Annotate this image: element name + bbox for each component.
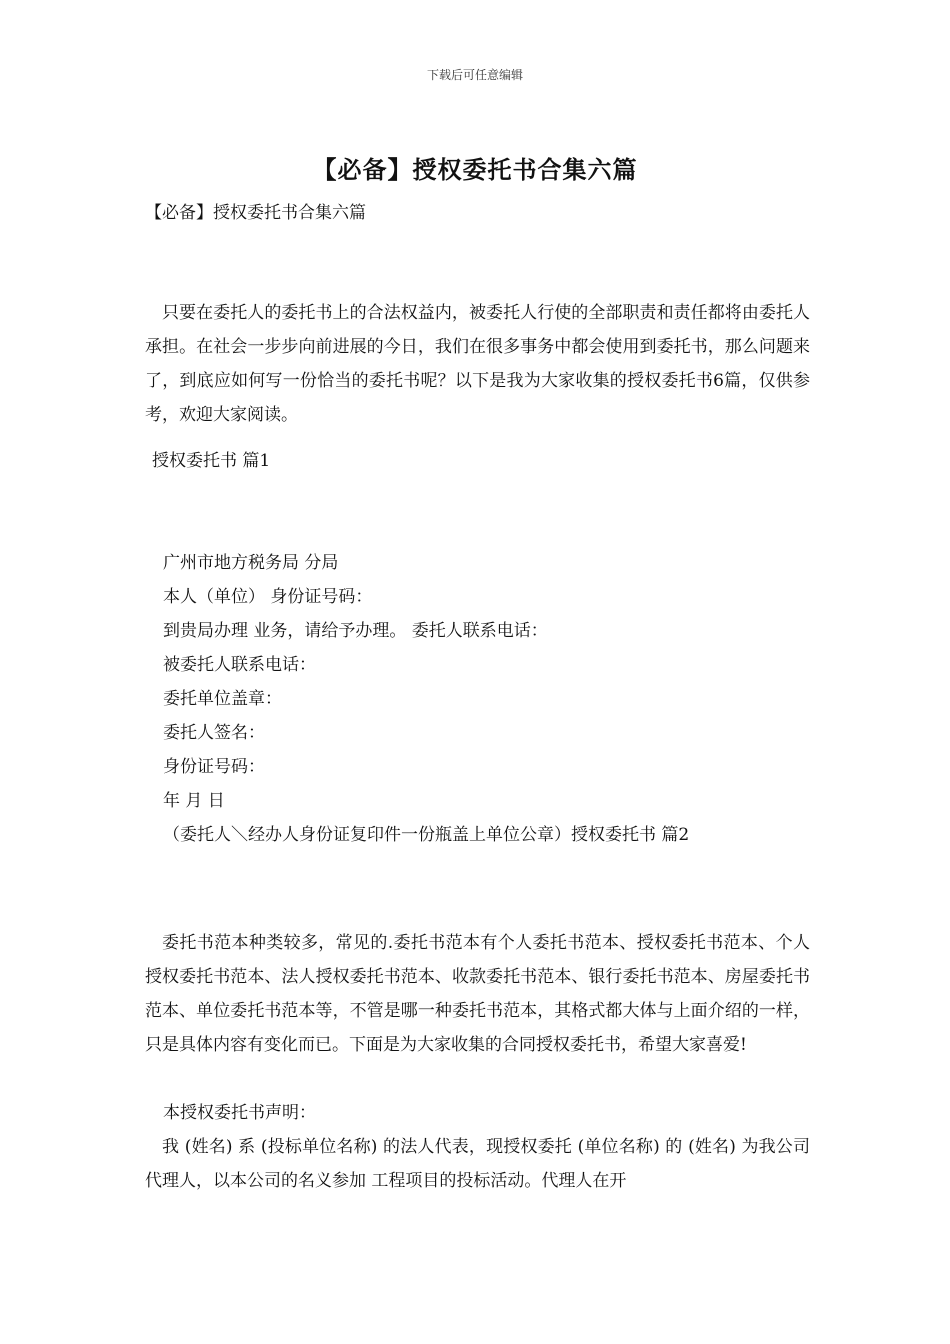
section1-line-8: 年 月 日 — [163, 791, 225, 811]
header-note: 下载后可任意编辑 — [426, 68, 523, 82]
section1-line-9: （委托人＼经办人身份证复印件一份瓶盖上单位公章）授权委托书 篇2 — [163, 825, 690, 845]
intro-paragraph: 只要在委托人的委托书上的合法权益内，被委托人行使的全部职责和责任都将由委托人承担。在社会一步步向前进展的今日，我们在很多事务中都会使用到委托书，那么问题来了，到底应如何写一份恰当的委托书呢？以下是我为大家收集的授权委托书6篇，仅供参考，欢迎大家阅读。 — [145, 303, 810, 425]
section1-line-3: 到贵局办理 业务，请给予办理。 委托人联系电话： — [163, 621, 548, 641]
section2-paragraph-2: 我 (姓名) 系 (投标单位名称) 的法人代表，现授权委托 (单位名称) 的 (姓名) 为我公司代理人，以本公司的名义参加 工程项目的投标活动。代理人在开 — [145, 1137, 810, 1191]
section1-line-4: 被委托人联系电话： — [163, 655, 316, 675]
section1-line-7: 身份证号码： — [163, 757, 265, 777]
section1-heading: 授权委托书 篇1 — [152, 451, 271, 471]
subtitle: 【必备】授权委托书合集六篇 — [145, 203, 366, 223]
section2-paragraph-1: 委托书范本种类较多，常见的.委托书范本有个人委托书范本、授权委托书范本、个人授权委托书范本、法人授权委托书范本、收款委托书范本、银行委托书范本、房屋委托书范本、单位委托书范本等，不管是哪一种委托书范本，其格式都大体与上面介绍的一样，只是具体内容有变化而已。下面是为大家收集的合同授权委托书，希望大家喜爱! — [145, 933, 810, 1055]
section1-line-2: 本人（单位） 身份证号码： — [163, 587, 373, 607]
section1-line-6: 委托人签名： — [163, 723, 265, 743]
page-title: 【必备】授权委托书合集六篇 — [312, 155, 638, 184]
section1-line-1: 广州市地方税务局 分局 — [163, 553, 339, 573]
section2-declaration: 本授权委托书声明： — [163, 1103, 316, 1123]
section1-line-5: 委托单位盖章： — [163, 689, 282, 709]
